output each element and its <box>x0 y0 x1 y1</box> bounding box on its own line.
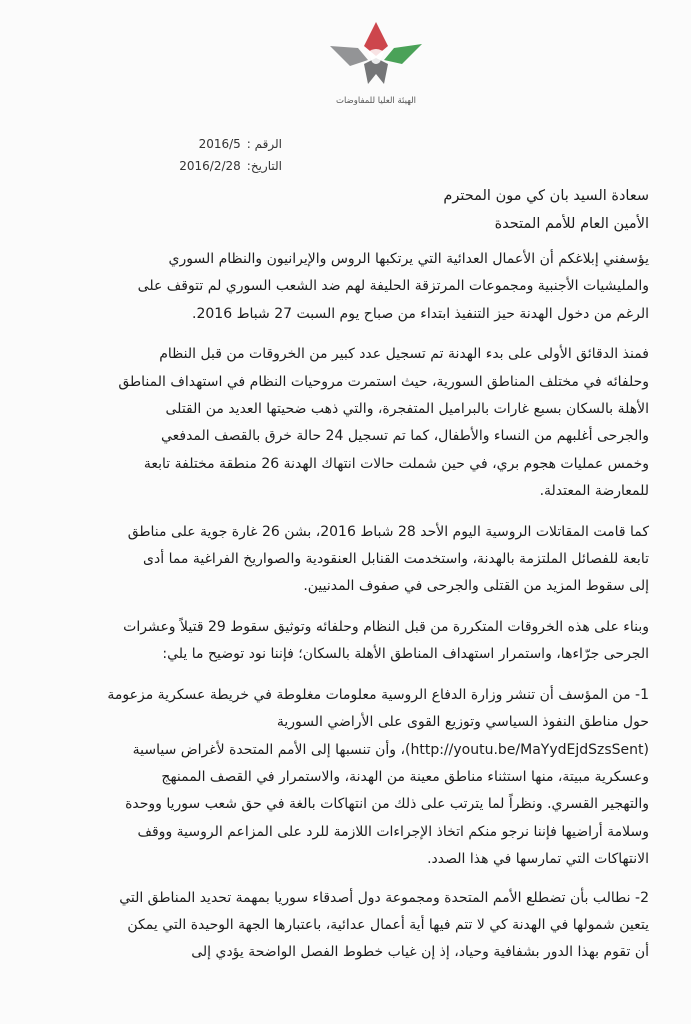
paragraph-line: إلى سقوط المزيد من القتلى والجرحى في صفوف المدنيين. <box>303 578 649 595</box>
item-line: يتعين شمولها في الهدنة كي لا تتم فيها أية أعمال عدائية، باعتبارها الجهة الوحيدة التي يمكن <box>127 916 649 933</box>
paragraph-line: للمعارضة المعتدلة. <box>539 483 649 500</box>
reference-value: 2016/5 <box>198 137 241 151</box>
item-line: 2- نطالب بأن تضطلع الأمم المتحدة ومجموعة دول أصدقاء سوريا بمهمة تحديد المناطق التي <box>119 889 649 906</box>
hnc-logo <box>322 16 430 106</box>
paragraph-line: يؤسفني إبلاغكم أن الأعمال العدائية التي يرتكبها الروس والإيرانيون والنظام السوري <box>168 251 649 267</box>
paragraph <box>72 519 649 601</box>
reference-block <box>132 133 282 177</box>
item-line: حول مناطق النفوذ السياسي وتوزيع القوى على الأراضي السورية <box>276 714 649 731</box>
addressee-name: سعادة السيد بان كي مون المحترم <box>443 188 649 204</box>
date-value: 2016/2/28 <box>179 159 241 173</box>
item-line: الانتهاكات التي تمارسها في هذا الصدد. <box>427 851 649 868</box>
item-line: (http://youtu.be/MaYydEjdSzsSent)، وأن تنسبها إلى الأمم المتحدة لأغراض سياسية <box>132 741 649 758</box>
letter-date <box>132 155 282 177</box>
reference-label: الرقم : <box>246 137 282 151</box>
paragraph <box>72 614 649 669</box>
addressee-title: الأمين العام للأمم المتحدة <box>494 216 649 232</box>
item-line: 1- من المؤسف أن تنشر وزارة الدفاع الروسية معلومات مغلوطة في خريطة عسكرية مزعومة <box>107 686 649 703</box>
paragraph <box>72 341 649 505</box>
reference-number <box>132 133 282 155</box>
paragraph-line: وحلفائه في مختلف المناطق السورية، حيث استمرت مروحيات النظام في استهداف المناطق <box>118 373 649 390</box>
numbered-item <box>72 682 649 874</box>
date-label: التاريخ: <box>246 159 282 173</box>
addressee-block <box>443 182 649 238</box>
letter-body <box>72 246 649 978</box>
paragraph-line: تابعة للفصائل الملتزمة بالهدنة، واستخدمت القنابل العنقودية والصواريخ الفراغية مما أدى <box>143 551 649 568</box>
item-line: أن تقوم بهذا الدور بشفافية وحياد، إذ إن غياب خطوط الفصل الواضحة يؤدي إلى <box>191 944 649 961</box>
paragraph-line: فمنذ الدقائق الأولى على بدء الهدنة تم تسجيل عدد كبير من الخروقات من قبل النظام <box>159 346 649 363</box>
paragraph <box>72 246 649 328</box>
paragraph-line: الجرحى جرّاءها، واستمرار استهداف المناطق الأهلة بالسكان؛ فإننا نود توضيح ما يلي: <box>162 646 649 663</box>
paragraph-line: كما قامت المقاتلات الروسية اليوم الأحد 28 شباط 2016، بشن 26 غارة جوية على مناطق <box>127 523 649 540</box>
item-line: والتهجير القسري. ونظراً لما يترتب على ذلك من انتهاكات بالغة في حق شعب سوريا ووحدة <box>125 796 649 813</box>
logo-caption: الهيئة العليا للمفاوضات <box>335 96 417 106</box>
paragraph-line: والجرحى أغلبهم من النساء والأطفال، كما تم تسجيل 24 حالة خرق بالقصف المدفعي <box>160 428 649 445</box>
item-line: وسلامة أراضيها فإننا نرجو منكم اتخاذ الإجراءات اللازمة للرد على المزاعم الروسية ووقف <box>137 823 649 840</box>
paragraph-line: وبناء على هذه الخروقات المتكررة من قبل النظام وحلفائه وتوثيق سقوط 29 قتيلاً وعشرات <box>123 618 649 635</box>
paragraph-line: الرغم من دخول الهدنة حيز التنفيذ ابتداء من صباح يوم السبت 27 شباط 2016. <box>192 305 649 322</box>
star-logo-icon <box>322 16 430 92</box>
numbered-item <box>72 885 649 967</box>
paragraph-line: والمليشيات الأجنبية ومجموعات المرتزقة الحليفة لهم ضد الشعب السوري لم تتوقف على <box>137 278 649 295</box>
paragraph-line: الأهلة بالسكان بسبع غارات بالبراميل المتفجرة، والتي ذهب ضحيتها العديد من القتلى <box>165 401 649 418</box>
paragraph-line: وخمس عمليات هجوم بري، في حين شملت حالات انتهاك الهدنة 26 منطقة مختلفة تابعة <box>143 455 649 472</box>
item-line: وعسكرية مبيتة، منها استثناء مناطق معينة من الهدنة، والاستمرار في القصف الممنهج <box>161 768 649 785</box>
